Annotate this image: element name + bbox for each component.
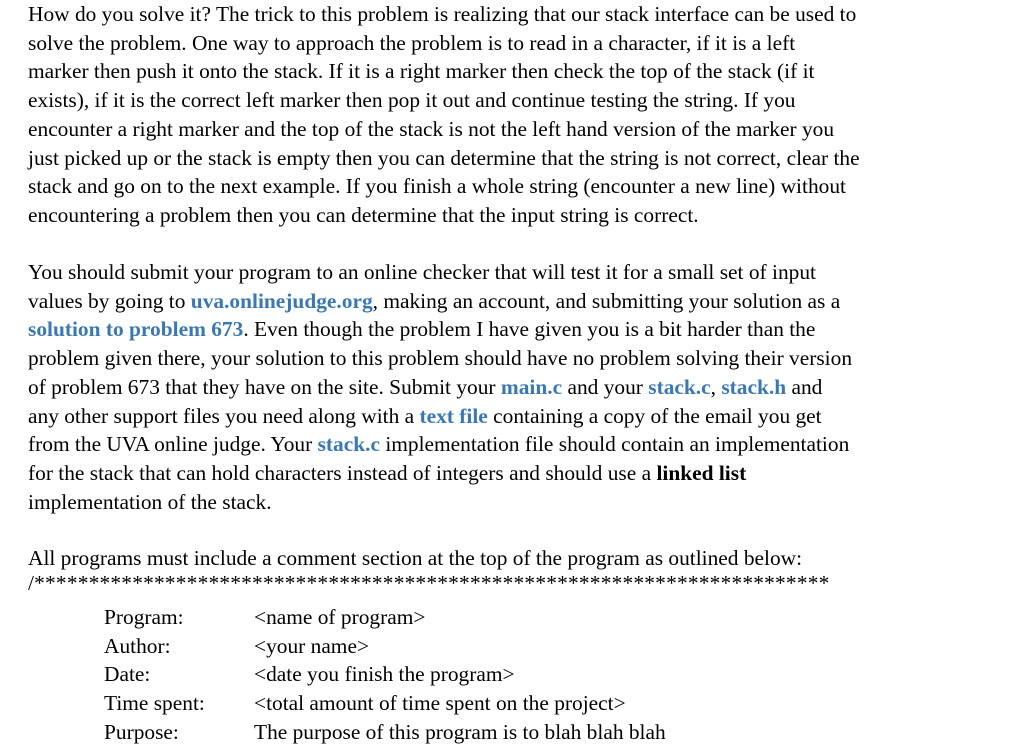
text-line — [28, 459, 1018, 488]
header-row-purpose — [104, 718, 666, 747]
comment-header-table — [104, 603, 666, 747]
text-run: implementation file should contain an implementation — [379, 432, 850, 457]
text-line — [28, 344, 1018, 373]
text-run: , — [710, 374, 722, 399]
comment-open-stars: /************************************************************************* — [28, 570, 830, 595]
text-line: just picked up or the stack is empty then you can determine that the string is not correct, clear the — [28, 145, 860, 170]
text-run: problem given there, your solution to this problem should have no problem solving their version — [28, 346, 853, 371]
paragraph-solution-approach — [28, 0, 1018, 230]
text-line: How do you solve it? The trick to this problem is realizing that our stack interface can be used to — [28, 2, 857, 26]
linked-list-emphasis: linked list — [656, 460, 747, 485]
text-line: encounter a right marker and the top of the stack is not the left hand version of the marker you — [28, 116, 835, 141]
text-run: . Even though the problem I have given you is a bit harder than the — [243, 317, 816, 342]
uva-onlinejudge-link[interactable]: uva.onlinejudge.org — [190, 288, 373, 313]
field-value: <date you finish the program> — [254, 662, 515, 687]
stack-c-link[interactable]: stack.c — [648, 374, 711, 399]
text-run: , making an account, and submitting your solution as a — [372, 288, 841, 313]
stack-c-link-2[interactable]: stack.c — [317, 432, 380, 457]
text-run: for the stack that can hold characters instead of integers and should use a — [28, 460, 657, 485]
text-run: You should submit your program to an online checker that will test it for a small set of input — [28, 260, 816, 284]
field-value: The purpose of this program is to blah blah blah — [254, 719, 666, 744]
text-line: exists), if it is the correct left marker then pop it out and continue testing the string. If you — [28, 88, 796, 113]
text-line — [28, 488, 1018, 517]
problem-673-link[interactable]: solution to problem 673 — [28, 317, 244, 342]
text-file-link[interactable]: text file — [419, 403, 488, 428]
text-line — [28, 430, 1018, 459]
text-line — [28, 315, 1018, 344]
text-line: solve the problem. One way to approach the problem is to read in a character, if it is a left — [28, 30, 796, 55]
text-line: encountering a problem then you can determine that the input string is correct. — [28, 202, 699, 227]
main-c-link[interactable]: main.c — [500, 374, 563, 399]
header-row-author — [104, 632, 666, 661]
field-key: Program: — [104, 605, 184, 629]
field-key: Time spent: — [104, 691, 205, 716]
stack-h-link[interactable]: stack.h — [721, 374, 787, 399]
field-key: Author: — [104, 633, 171, 658]
header-row-date — [104, 660, 666, 689]
paragraph-submission-instructions — [28, 258, 1018, 516]
field-value: <name of program> — [254, 605, 426, 629]
text-line: All programs must include a comment section at the top of the program as outlined below: — [28, 546, 803, 570]
header-row-program — [104, 603, 666, 632]
text-line: marker then push it onto the stack. If it is a right marker then check the top of the stack (if it — [28, 59, 815, 84]
text-run: from the UVA online judge. Your — [28, 432, 318, 457]
field-value: <your name> — [254, 633, 370, 658]
field-key: Date: — [104, 662, 151, 687]
text-run: implementation of the stack. — [28, 489, 272, 514]
text-run: of problem 673 that they have on the site. Submit your — [28, 374, 501, 399]
text-line: stack and go on to the next example. If you finish a whole string (encounter a new line) without — [28, 174, 846, 199]
field-key: Purpose: — [104, 719, 179, 744]
text-run: and your — [562, 374, 649, 399]
text-line — [28, 373, 1018, 402]
text-line — [28, 258, 1018, 287]
text-line — [28, 287, 1018, 316]
text-run: values by going to — [28, 288, 191, 313]
paragraph-comment-requirements — [28, 544, 1018, 593]
text-run: any other support files you need along with a — [28, 403, 420, 428]
text-line — [28, 402, 1018, 431]
text-run: and — [786, 374, 823, 399]
field-value: <total amount of time spent on the project> — [254, 691, 626, 716]
header-row-time-spent — [104, 689, 666, 718]
text-run: containing a copy of the email you get — [487, 403, 822, 428]
